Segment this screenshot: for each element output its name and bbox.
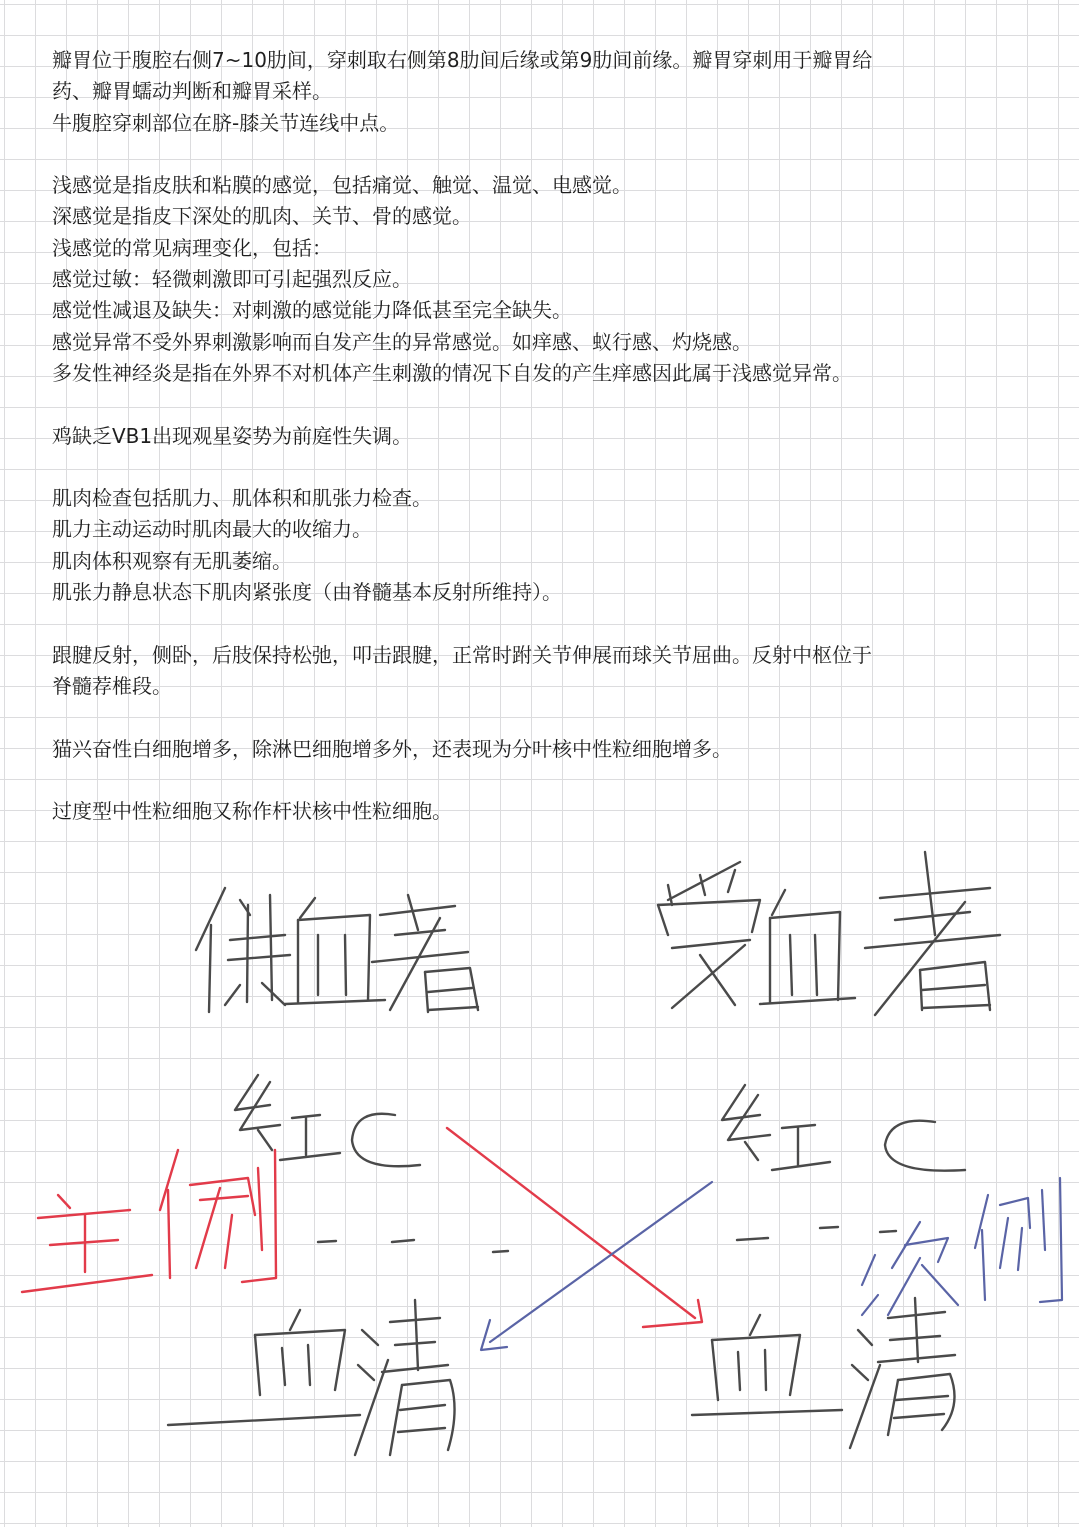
note-line: 药、瓣胃蠕动判断和瓣胃采样。 (52, 79, 332, 104)
handwriting-recipient (658, 852, 1000, 1015)
note-line: 多发性神经炎是指在外界不对机体产生刺激的情况下自发的产生痒感因此属于浅感觉异常。 (52, 360, 852, 385)
note-line: 浅感觉的常见病理变化，包括： (52, 235, 332, 260)
note-line: 肌肉体积观察有无肌萎缩。 (52, 548, 292, 573)
note-line: 跟腱反射，侧卧，后肢保持松弛，叩击跟腱，正常时跗关节伸展而球关节屈曲。反射中枢位于 (52, 642, 872, 667)
handwriting-serum-left (168, 1300, 455, 1455)
note-line: 脊髓荐椎段。 (52, 673, 172, 698)
handwriting-major-side (22, 1150, 276, 1292)
note-line: 肌力主动运动时肌肉最大的收缩力。 (52, 517, 372, 542)
handwriting-serum-right (692, 1298, 955, 1448)
note-line: 感觉性减退及缺失：对刺激的感觉能力降低甚至完全缺失。 (52, 298, 572, 323)
major-crossmatch-arrow (447, 1128, 702, 1327)
note-line: 猫兴奋性白细胞增多，除淋巴细胞增多外，还表现为分叶核中性粒细胞增多。 (52, 736, 732, 761)
note-line: 瓣胃位于腹腔右侧7~10肋间，穿刺取右侧第8肋间后缘或第9肋间前缘。瓣胃穿刺用于瓣胃给 (52, 48, 873, 72)
note-line: 感觉过敏：轻微刺激即可引起强烈反应。 (52, 267, 412, 292)
note-line: 感觉异常不受外界刺激影响而自发产生的异常感觉。如痒感、蚁行感、灼烧感。 (52, 329, 752, 354)
handwriting-minor-side (862, 1178, 1062, 1315)
note-line: 浅感觉是指皮肤和粘膜的感觉，包括痛觉、触觉、温觉、电感觉。 (52, 173, 632, 198)
handwriting-red-cells-left (235, 1075, 420, 1166)
note-line: 牛腹腔穿刺部位在脐-膝关节连线中点。 (52, 110, 400, 135)
note-line: 肌张力静息状态下肌肉紧张度（由脊髓基本反射所维持）。 (52, 580, 562, 605)
note-line: 深感觉是指皮下深处的肌肉、关节、骨的感觉。 (52, 204, 472, 229)
handwriting-red-cells-right (722, 1085, 965, 1171)
note-line: 过度型中性粒细胞又称作杆状核中性粒细胞。 (52, 799, 452, 824)
handwriting-dashes (318, 1227, 896, 1252)
note-line: 肌肉检查包括肌力、肌体积和肌张力检查。 (52, 486, 432, 511)
handwriting-donor (196, 888, 478, 1012)
note-line: 鸡缺乏VB1出现观星姿势为前庭性失调。 (52, 423, 413, 448)
